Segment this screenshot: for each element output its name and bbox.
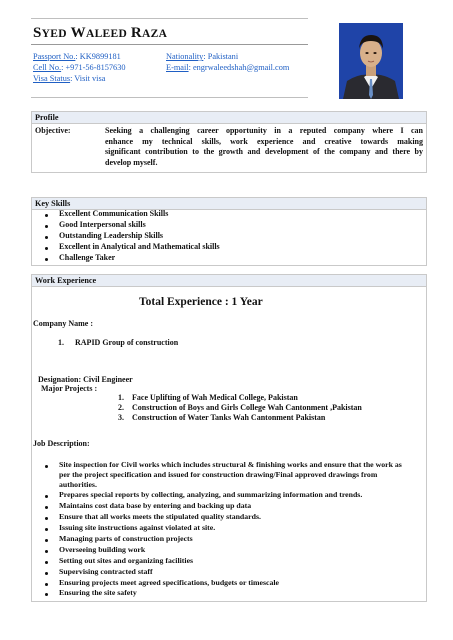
objective-text (105, 126, 423, 168)
key-skills-heading: Key Skills (32, 198, 426, 210)
duty-line: Maintains cost data base by entering and backing up data (59, 501, 252, 510)
skill-item: Excellent in Analytical and Mathematical skills (59, 242, 220, 251)
name-rule (31, 44, 308, 45)
duty-line: authorities. (59, 480, 97, 489)
skill-item: Challenge Taker (59, 253, 116, 262)
visa-line: Visa Status: Visit visa (33, 74, 106, 84)
objective-line: enhance my technical skills, work experience and creative towards making (105, 136, 423, 146)
job-description-label: Job Description: (33, 439, 90, 448)
project-number: 1. (118, 393, 124, 402)
duty-line: Ensuring the site safety (59, 588, 137, 597)
skill-item: Excellent Communication Skills (59, 209, 169, 218)
bullet-icon (45, 572, 48, 575)
company-name: RAPID Group of construction (75, 338, 179, 347)
duty-line: Managing parts of construction projects (59, 534, 193, 543)
work-experience-heading: Work Experience (32, 275, 426, 287)
skill-item: Outstanding Leadership Skills (59, 231, 164, 240)
duty-line: Ensure that all works meets the stipulated quality standards. (59, 512, 261, 521)
duty-line: Overseeing building work (59, 545, 146, 554)
duty-line: Issuing site instructions against violated at site. (59, 523, 216, 532)
email-line[interactable]: E-mail: engrwaleedshah@gmail.com (166, 63, 290, 73)
bullet-icon (45, 517, 48, 520)
project-number: 3. (118, 413, 124, 422)
project-item: Construction of Boys and Girls College Wah Cantonment ,Pakistan (132, 403, 362, 412)
contact-left (33, 51, 126, 85)
header-top-rule (31, 18, 308, 19)
objective-line: significant contribution to the growth and development of the company and there by (105, 147, 423, 156)
total-experience: Total Experience : 1 Year (139, 296, 263, 308)
bullet-icon (45, 258, 48, 261)
portrait-image (339, 23, 403, 99)
bullet-icon (45, 593, 48, 596)
designation: Designation: Civil Engineer (38, 375, 133, 384)
project-item: Construction of Water Tanks Wah Cantonment Pakistan (132, 413, 326, 422)
profile-section (31, 111, 427, 173)
bullet-icon (45, 225, 48, 228)
bullet-icon (45, 528, 48, 531)
candidate-name: SYED WALEED RAZA (33, 25, 168, 41)
bullet-icon (45, 495, 48, 498)
contact-right (166, 51, 289, 73)
company-label: Company Name : (33, 319, 93, 328)
duty-line: per the project specification and issued for construction drawing/Final approved drawings from (59, 470, 378, 479)
cell-line: Cell No.: +971-56-8157630 (33, 63, 126, 73)
bullet-icon (45, 550, 48, 553)
bullet-icon (45, 247, 48, 250)
profile-heading: Profile (32, 112, 426, 124)
bullet-icon (45, 583, 48, 586)
bullet-icon (45, 539, 48, 542)
passport-line: Passport No.: KK9899181 (33, 52, 121, 61)
profile-photo (339, 23, 403, 99)
contact-rule (31, 97, 308, 98)
bullet-icon (45, 236, 48, 239)
bullet-icon (45, 506, 48, 509)
major-projects-label: Major Projects : (41, 384, 98, 393)
duty-line: Site inspection for Civil works which includes structural & finishing works and ensure that the work as (59, 460, 402, 469)
objective-label: Objective: (35, 126, 71, 135)
duty-line: Supervising contracted staff (59, 567, 153, 576)
objective-line: Seeking a challenging career opportunity in a reputed company where I can (105, 126, 423, 135)
bullet-icon (45, 561, 48, 564)
bullet-icon (45, 214, 48, 217)
duty-line: Ensuring projects meet agreed specifications, budgets or timescale (59, 578, 280, 587)
project-number: 2. (118, 403, 124, 412)
duty-line: Prepares special reports by collecting, analyzing, and summarizing information and trends. (59, 490, 363, 499)
nationality-line: Nationality: Pakistani (166, 52, 239, 61)
skill-item: Good Interpersonal skills (59, 220, 146, 229)
duty-line: Setting out sites and organizing facilities (59, 556, 194, 565)
bullet-icon (45, 465, 48, 468)
company-number: 1. (58, 338, 64, 347)
objective-line: develop myself. (105, 157, 158, 167)
project-item: Face Uplifting of Wah Medical College, Pakistan (132, 393, 298, 402)
